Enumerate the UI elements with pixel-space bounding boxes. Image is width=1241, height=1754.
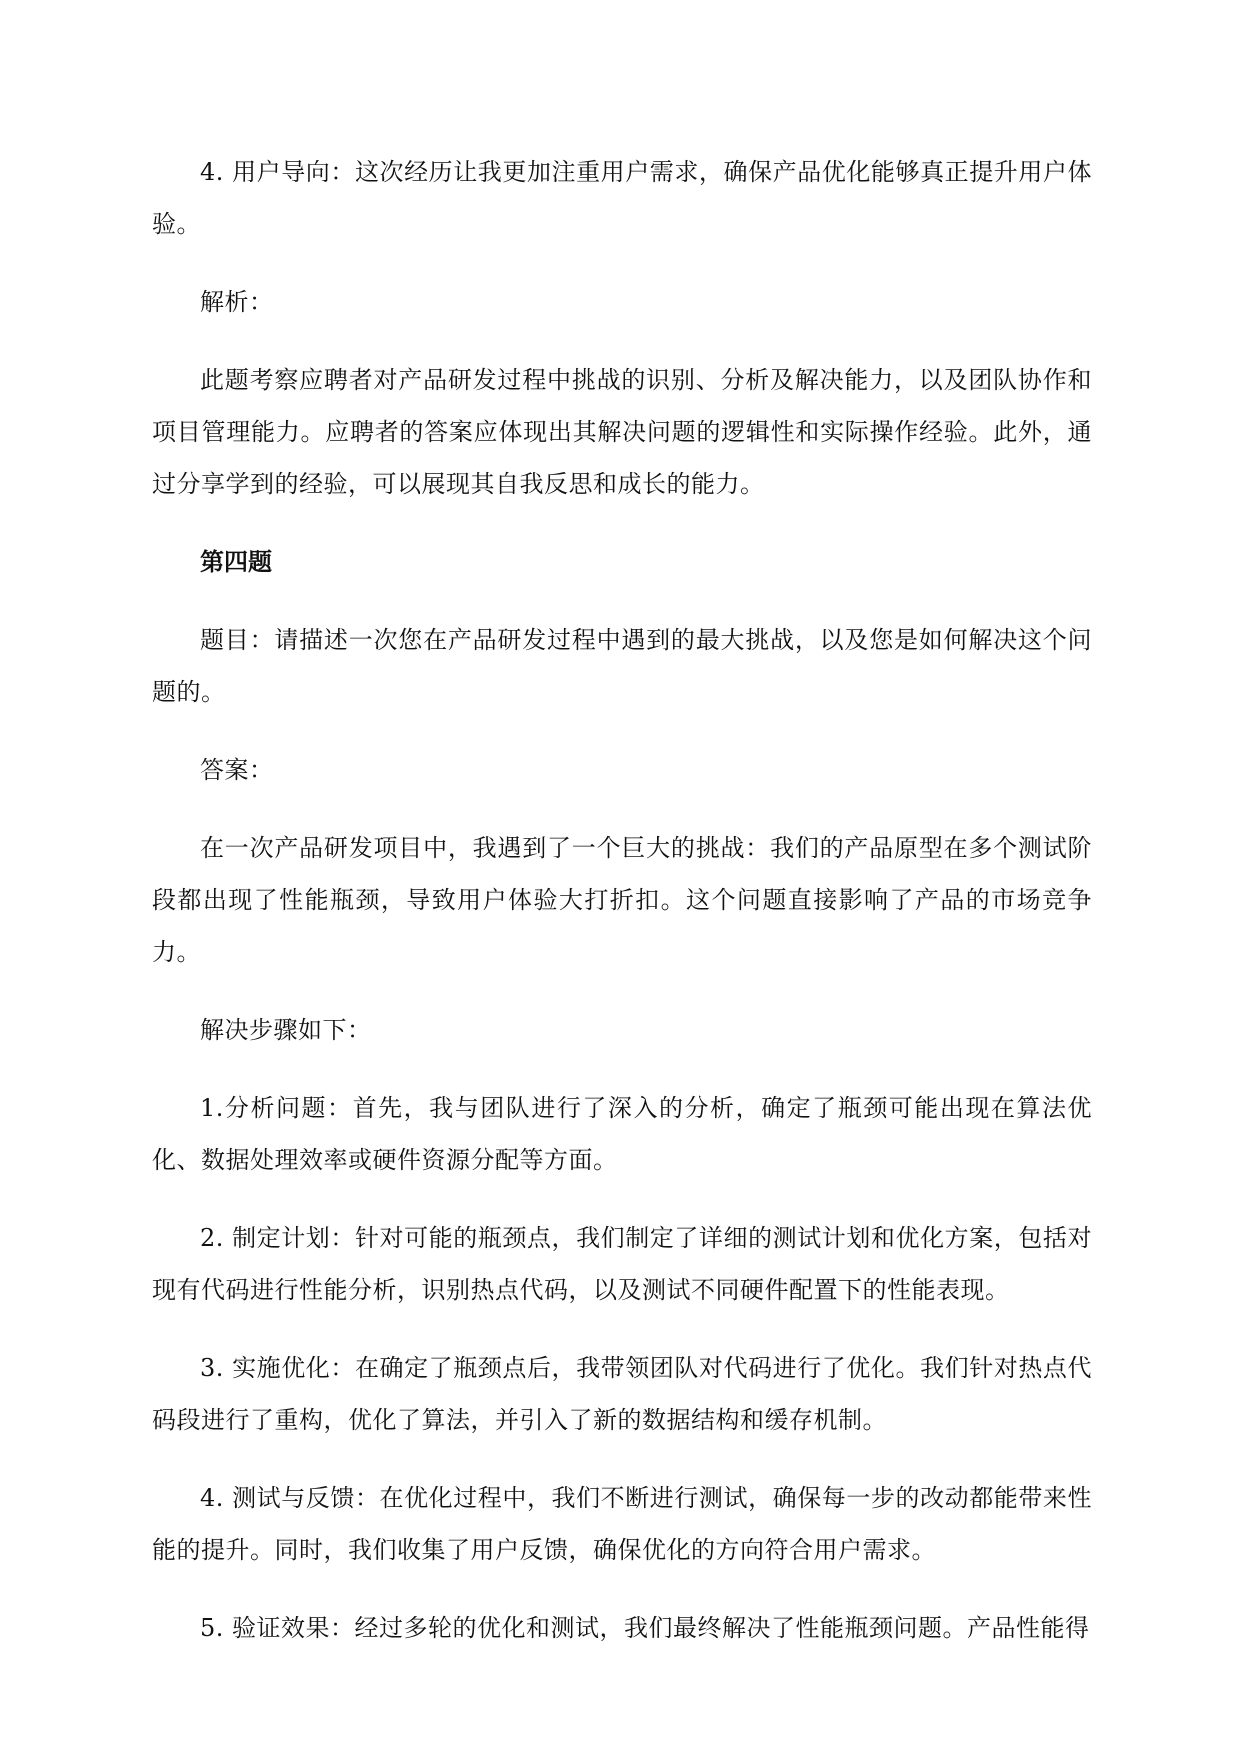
document-body	[152, 146, 1092, 1680]
paragraph-steps-label: 解决步骤如下：	[200, 1016, 372, 1044]
paragraph-analysis-text: 此题考察应聘者对产品研发过程中挑战的识别、分析及解决能力，以及团队协作和项目管理能力。应聘者的答案应体现出其解决问题的逻辑性和实际操作经验。此外，通过分享学到的经验，可以展现其自我反思和成长的能力。	[152, 366, 1092, 498]
paragraph-step-4: 4. 测试与反馈：在优化过程中，我们不断进行测试，确保每一步的改动都能带来性能的提升。同时，我们收集了用户反馈，确保优化的方向符合用户需求。	[152, 1484, 1092, 1564]
paragraph-question: 题目：请描述一次您在产品研发过程中遇到的最大挑战，以及您是如何解决这个问题的。	[152, 626, 1092, 706]
section-heading-question-four: 第四题	[200, 547, 272, 576]
paragraph-answer-intro: 在一次产品研发项目中，我遇到了一个巨大的挑战：我们的产品原型在多个测试阶段都出现了性能瓶颈，导致用户体验大打折扣。这个问题直接影响了产品的市场竞争力。	[152, 834, 1092, 966]
paragraph-user-orientation: 4. 用户导向：这次经历让我更加注重用户需求，确保产品优化能够真正提升用户体验。	[152, 158, 1092, 238]
paragraph-step-1: 1.分析问题：首先，我与团队进行了深入的分析，确定了瓶颈可能出现在算法优化、数据处理效率或硬件资源分配等方面。	[152, 1094, 1092, 1174]
paragraph-analysis-label: 解析：	[200, 288, 274, 316]
paragraph-answer-label: 答案：	[200, 756, 274, 784]
paragraph-step-3: 3. 实施优化：在确定了瓶颈点后，我带领团队对代码进行了优化。我们针对热点代码段进行了重构，优化了算法，并引入了新的数据结构和缓存机制。	[152, 1354, 1092, 1434]
paragraph-step-5: 5. 验证效果：经过多轮的优化和测试，我们最终解决了性能瓶颈问题。产品性能得	[200, 1614, 1090, 1642]
paragraph-step-2: 2. 制定计划：针对可能的瓶颈点，我们制定了详细的测试计划和优化方案，包括对现有代码进行性能分析，识别热点代码，以及测试不同硬件配置下的性能表现。	[152, 1224, 1092, 1304]
